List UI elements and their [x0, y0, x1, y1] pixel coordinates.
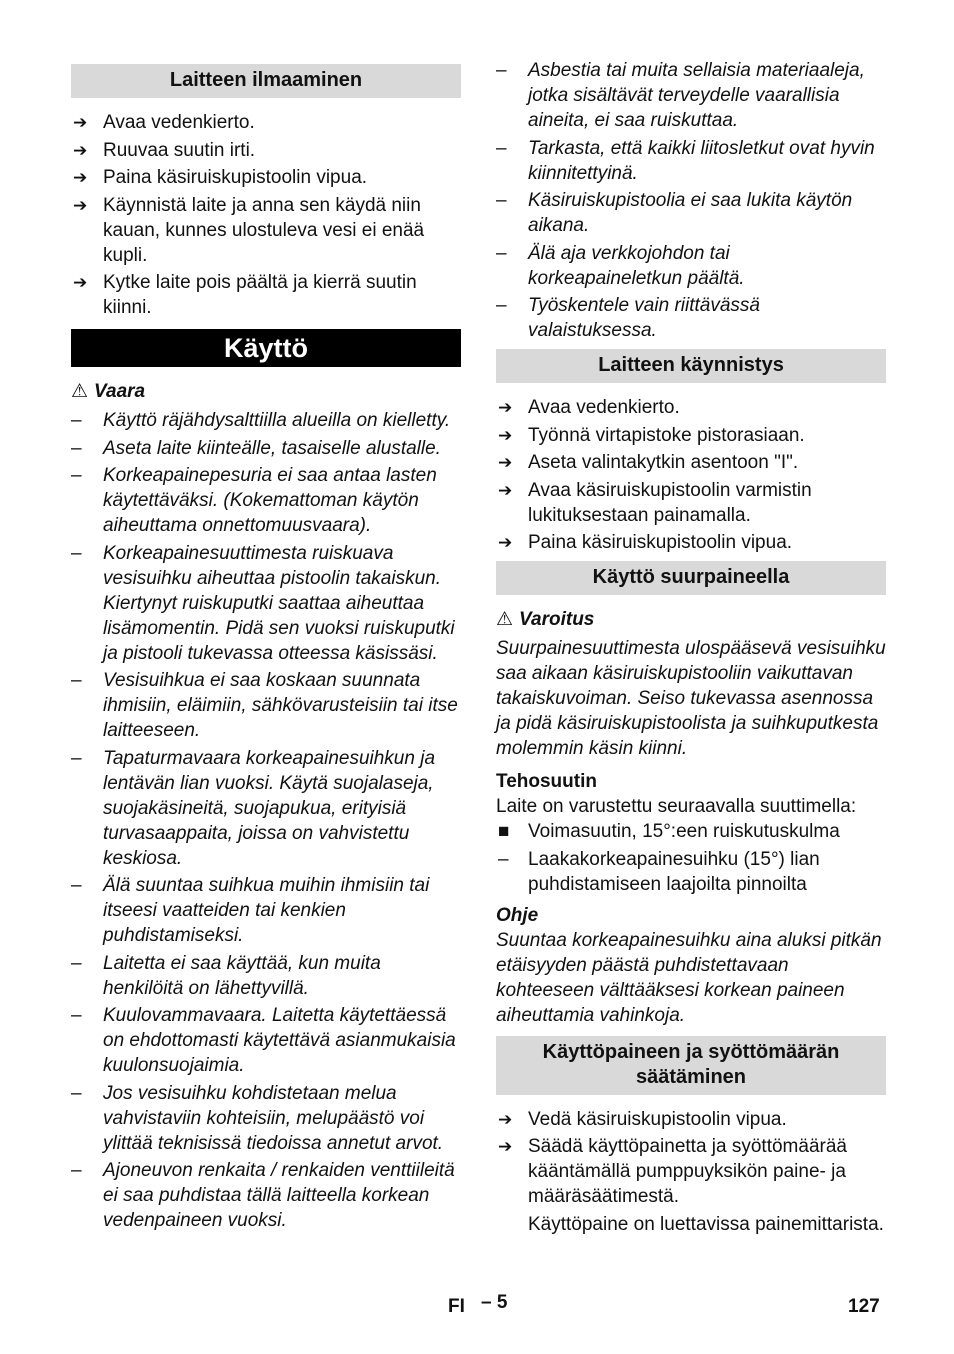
heading-laitteen-ilmaaminen: Laitteen ilmaaminen: [71, 64, 461, 98]
arrow-icon: ➔: [73, 195, 88, 215]
kaynnistys-steps: [496, 395, 886, 555]
heading-kaytto-suurpaineella: Käyttö suurpaineella: [496, 561, 886, 595]
list-item: ➔ Ruuvaa suutin irti.: [73, 139, 256, 161]
list-item: – Käsiruiskupistoolia ei saa lukita käytön aikana.: [496, 190, 853, 236]
dash-icon: –: [71, 410, 82, 431]
dash-icon: –: [71, 542, 82, 564]
list-item: – Laakakorkeapainesuihku (15°) lian puhdistamiseen laajoilta pinnoilta: [498, 848, 820, 895]
dash-icon: –: [71, 1160, 82, 1181]
list-item: ➔ Paina käsiruiskupistoolin vipua.: [498, 532, 793, 553]
list-item: ■ Voimasuutin, 15°:een ruiskutuskulma: [498, 821, 840, 842]
list-item: ➔ Avaa vedenkierto.: [498, 397, 680, 418]
arrow-icon: ➔: [498, 1109, 513, 1129]
saataminen-steps: [496, 1107, 886, 1210]
list-item: – Älä aja verkkojohdon tai korkeapaineletkun päältä.: [496, 242, 745, 289]
list-item: – Työskentele vain riittävässä valaistuksessa.: [496, 295, 760, 341]
steps-note: Käyttöpaine on luettavissa painemittarista.: [528, 1213, 884, 1235]
note-title: Ohje: [496, 904, 539, 926]
note-text: Suuntaa korkeapainesuihku aina aluksi pitkän etäisyyden päästä puhdistettavaan kohteeseen välttääksesi korkean paineen aiheuttamia vahinkoja.: [496, 929, 882, 1026]
dash-icon: –: [71, 465, 82, 486]
list-item: – Käyttö räjähdysalttiilla alueilla on kielletty.: [71, 410, 451, 431]
dash-icon: –: [496, 60, 507, 81]
square-bullet-icon: ■: [498, 821, 510, 842]
heading-kayttopaineen-saataminen: Käyttöpaineen ja syöttömäärän säätäminen: [496, 1036, 886, 1095]
list-item: – Jos vesisuihku kohdistetaan melua vahvistaviin kohteisiin, melupäästö voi ylittää teknisissä tiedoissa annetut arvot.: [71, 1082, 444, 1154]
right-column: [496, 58, 886, 1237]
list-item: – Vesisuihkua ei saa koskaan suunnata ihmisiin, eläimiin, sähkövarusteisiin tai itse laitteeseen.: [71, 670, 458, 741]
arrow-icon: ➔: [73, 168, 88, 187]
dash-icon: –: [71, 875, 82, 896]
subhead-tehosuutin: Tehosuutin: [496, 771, 597, 792]
list-item: ➔ Vedä käsiruiskupistoolin vipua.: [498, 1108, 787, 1130]
danger-list-continued: [496, 58, 886, 343]
arrow-icon: ➔: [498, 425, 513, 445]
list-item: – Asbestia tai muita sellaisia materiaaleja, jotka sisältävät terveydelle vaarallisia aineita, ei saa ruiskuttaa.: [496, 60, 865, 131]
left-column: [71, 58, 461, 1236]
dash-icon: –: [498, 848, 509, 870]
warning-text: Suurpainesuuttimesta ulospääsevä vesisuihku saa aikaan käsiruiskupistooliin vaikuttavan takaiskuvoiman. Seiso tukevassa asennossa ja pidä käsiruiskupistoolista ja suihkuputkesta molemmin käsin kiinni.: [496, 638, 886, 759]
list-item: ➔ Avaa käsiruiskupistoolin varmistin lukituksestaan painamalla.: [498, 479, 812, 526]
dash-icon: –: [496, 295, 507, 316]
list-item: ➔ Työnnä virtapistoke pistorasiaan.: [498, 424, 805, 446]
list-item: – Kuulovammavaara. Laitetta käytettäessä on ehdottomasti käytettävä asianmukaisia kuulonsuojaimia.: [71, 1005, 456, 1076]
list-item: – Korkeapainepesuria ei saa antaa lasten käytettäväksi. (Kokemattoman käytön aiheuttama onnettomuusvaara).: [71, 465, 437, 536]
list-item: – Korkeapainesuuttimesta ruiskuava vesisuihku aiheuttaa pistoolin takaiskun. Kiertynyt ruiskuputki saattaa aiheuttaa lisämomentin. Pidä sen vuoksi ruiskuputki ja pistooli tukevassa otteessa käsissäsi.: [71, 542, 455, 664]
dash-icon: –: [71, 670, 82, 691]
dash-icon: –: [71, 1082, 82, 1104]
heading-kaytto: Käyttö: [71, 329, 461, 367]
list-item: ➔ Kytke laite pois päältä ja kierrä suutin kiinni.: [73, 272, 417, 318]
list-item: – Ajoneuvon renkaita / renkaiden venttiileitä ei saa puhdistaa tällä laitteella korkean vedenpaineen vuoksi.: [71, 1160, 455, 1231]
arrow-icon: ➔: [498, 398, 513, 417]
list-item: ➔ Paina käsiruiskupistoolin vipua.: [73, 167, 368, 188]
arrow-icon: ➔: [73, 273, 88, 292]
heading-laitteen-kaynnistys: Laitteen käynnistys: [496, 349, 886, 383]
arrow-icon: ➔: [498, 453, 513, 472]
list-item: ➔ Aseta valintakytkin asentoon "I".: [498, 452, 799, 473]
dash-icon: –: [71, 437, 82, 459]
footer-section: – 5: [481, 1292, 508, 1313]
warning-triangle-icon: ⚠: [71, 381, 89, 402]
warning-triangle-icon: ⚠: [496, 609, 514, 630]
list-item: ➔ Avaa vedenkierto.: [73, 112, 255, 133]
dash-icon: –: [71, 747, 82, 769]
list-item: – Älä suuntaa suihkua muihin ihmisiin tai itseesi vaatteiden tai kenkien puhdistamiseksi.: [71, 875, 430, 946]
ilmaaminen-steps: [71, 110, 461, 320]
arrow-icon: ➔: [73, 113, 88, 132]
list-item: ➔ Käynnistä laite ja anna sen käydä niin kauan, kunnes ulostuleva vesi ei enää kupli.: [73, 194, 425, 266]
nozzle-list: [496, 819, 886, 897]
arrow-icon: ➔: [73, 140, 88, 160]
dash-icon: –: [496, 242, 507, 264]
footer-language: FI: [448, 1296, 465, 1317]
list-item: ➔ Säädä käyttöpainetta ja syöttömäärää kääntämällä pumppuyksikön paine- ja määräsäätimestä.: [498, 1136, 847, 1207]
danger-list: [71, 408, 461, 1233]
arrow-icon: ➔: [498, 1137, 513, 1156]
list-item: – Aseta laite kiinteälle, tasaiselle alustalle.: [71, 437, 441, 459]
footer-page-number: 127: [848, 1296, 880, 1317]
danger-title: ⚠ Vaara: [71, 381, 146, 402]
dash-icon: –: [71, 1005, 82, 1026]
dash-icon: –: [71, 952, 82, 974]
arrow-icon: ➔: [498, 533, 513, 552]
list-item: – Tapaturmavaara korkeapainesuihkun ja lentävän lian vuoksi. Käytä suojalaseja, suojakäsineitä, suojapukua, erityisiä turvasaappaita, joissa on vahvistettu keskiosa.: [71, 747, 436, 869]
list-item: – Tarkasta, että kaikki liitosletkut ovat hyvin kiinnitettyinä.: [496, 137, 875, 184]
warning-title: ⚠ Varoitus: [496, 609, 595, 630]
tehosuutin-text: Laite on varustettu seuraavalla suuttimella:: [496, 796, 857, 817]
arrow-icon: ➔: [498, 480, 513, 500]
dash-icon: –: [496, 137, 507, 159]
list-item: – Laitetta ei saa käyttää, kun muita henkilöitä on lähettyvillä.: [71, 952, 381, 999]
dash-icon: –: [496, 190, 507, 211]
